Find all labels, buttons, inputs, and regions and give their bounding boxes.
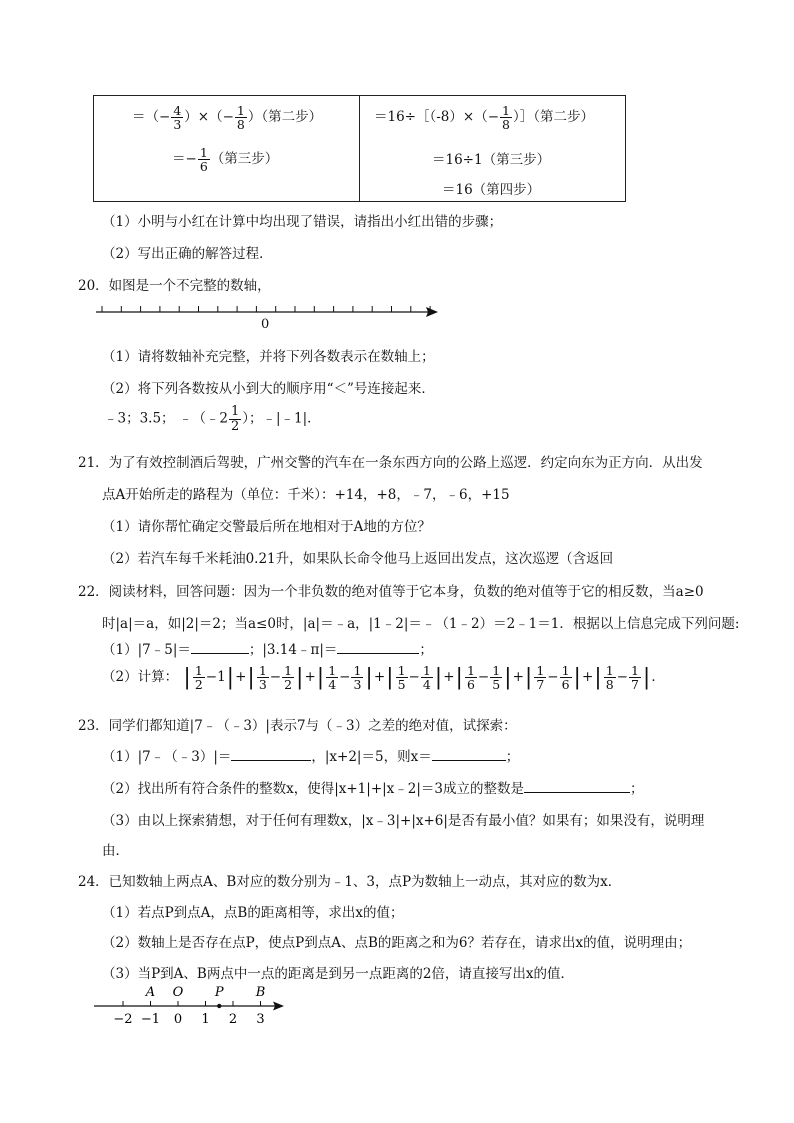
table-divider [359,96,360,201]
q24-sub-1: （1）若点P到点A，点B的距离相等，求出x的值； [102,905,404,921]
number-line-2-tick-label: 2 [228,1012,238,1027]
q23-line-1: 23．同学们都知道|7﹣（﹣3）|表示7与（﹣3）之差的绝对值，试探索： [78,718,517,734]
fraction: $\frac{1}{7}$ [630,663,639,693]
fraction: $\frac{1}{4}$ [328,663,337,693]
right-line-2: ＝16÷1（第三步） [432,152,551,168]
q24-sub-3: （3）当P到A、B两点中一点的距离是到另一点距离的2倍，请直接写出x的值． [102,966,575,982]
number-line-2-point-label: B [255,985,266,1000]
number-line-1-ticks [102,306,430,312]
left-line-2: ＝− $\frac{1}{6}$ （第三步） [172,145,279,175]
q23-sub-2: （2）找出所有符合条件的整数x，使得|x+1|+|x﹣2|＝3成立的整数是 ； [102,781,644,797]
q19-sub-2: （2）写出正确的解答过程． [102,246,273,262]
q20-sub-1: （1）请将数轴补充完整，并将下列各数表示在数轴上； [102,349,435,365]
q20-sub-2: （2）将下列各数按从小到大的顺序用“＜”号连接起来． [102,381,435,397]
number-line-2-tick-label: 0 [173,1012,183,1027]
fraction: $\frac{1}{7}$ [536,663,545,693]
fraction: $\frac{1}{6}$ [466,663,475,693]
answer-blank[interactable] [231,748,311,761]
fraction: $\frac{1}{5}$ [397,663,406,693]
left-line-1: ＝（− $\frac{4}{3}$ ）×（− $\frac{1}{8}$ ）（第二步） [132,103,323,133]
fraction: $\frac{1}{6}$ [561,663,570,693]
number-line-2-tick-label: −1 [140,1012,161,1027]
q21-line-1: 21．为了有效控制酒后驾驶，广州交警的汽车在一条东西方向的公路上巡逻．约定向东为正方向．从出发 [78,455,703,471]
q23-sub-3-line-2: 由． [102,843,129,859]
right-line-3: ＝16（第四步） [442,182,541,198]
q22-sub-2: （2）计算： | $\frac{1}{2}$ −1|+| $\frac{1}{3}$ − $\frac{1}{2}$ |+| $\frac{1}{4}$ − $\frac{1}{3}$ |+| $\frac{1}{5}$ − $\frac{1}{4}$ |+| $\frac{1}{6}$ − $\frac{1}{5}$ |+| $\frac{1}{7}$ − $\frac{1}{6}$ |+| $\frac{1}{8}$ − $\frac{1}{7}$ |． [102,663,665,693]
q21-sub-1: （1）请你帮忙确定交警最后所在地相对于A地的方位？ [102,519,431,535]
number-line-2-point-label: O [172,985,184,1000]
number-line-2 [90,982,290,1032]
number-line-2-tick-label: −2 [113,1012,133,1027]
q20-stem: 20．如图是一个不完整的数轴， [78,278,271,294]
fraction: $\frac{1}{8}$ [605,663,614,693]
fraction: $\frac{1}{2}$ [194,663,203,693]
fraction: $\frac{1}{2}$ [284,663,293,693]
answer-blank[interactable] [432,748,506,761]
q22-line-1: 22．阅读材料，回答问题：因为一个非负数的绝对值等于它本身，负数的绝对值等于它的相反数，当a≥0 [78,584,704,600]
q23-sub-3-line-1: （3）由以上探索猜想，对于任何有理数x，|x﹣3|+|x+6|是否有最小值？如果有；如果没有，说明理 [102,813,705,829]
q24-sub-2: （2）数轴上是否存在点P，使点P到点A、点B的距离之和为6？若存在，请求出x的值，说明理由； [102,935,692,951]
q24-line-1: 24．已知数轴上两点A、B对应的数分别为﹣1、3，点P为数轴上一动点，其对应的数为x． [78,874,622,890]
solution-table [93,95,626,202]
fraction: $\frac{1}{5}$ [492,663,501,693]
q22-expression: | $\frac{1}{2}$ −1|+| $\frac{1}{3}$ − $\frac{1}{2}$ |+| $\frac{1}{4}$ − $\frac{1}{3}$ |+| $\frac{1}{5}$ − $\frac{1}{4}$ |+| $\frac{1}{6}$ − $\frac{1}{5}$ |+| $\frac{1}{7}$ − $\frac{1}{6}$ |+| $\frac{1}{8}$ − $\frac{1}{7}$ |． [183,663,665,693]
number-line-2-tick-label: 1 [201,1012,210,1027]
point-p-dot [217,1004,221,1008]
q23-sub-1: （1）|7﹣（﹣3）|＝ ，|x+2|＝5，则x＝ ； [102,749,520,765]
q21-sub-2: （2）若汽车每千米耗油0.21升，如果队长命令他马上返回出发点，这次巡逻（含返回 [102,551,614,567]
q21-line-2: 点A开始所走的路程为（单位：千米）：+14，+8，﹣7，﹣6，+15 [102,487,510,503]
q20-numbers: ﹣3；3.5； ﹣（﹣2 $\frac{1}{2}$ ）；﹣|﹣1|． [104,404,321,434]
number-line-2-point-label: A [145,985,156,1000]
right-line-1: ＝16÷［（-8）×（− $\frac{1}{8}$ ）］（第二步） [374,103,594,133]
q22-line-2: 时|a|＝a，如|2|＝2；当a≤0时，|a|＝﹣a，|1﹣2|＝﹣（1﹣2）＝2﹣1＝1．根据以上信息完成下列问题: [102,616,740,632]
number-line-2-tick-label: 3 [256,1012,265,1027]
fraction: $\frac{1}{4}$ [422,663,431,693]
number-line-1-zero-label: 0 [261,317,270,332]
answer-blank[interactable] [524,780,630,793]
answer-blank[interactable] [337,641,419,654]
number-line-2-point-label: P [214,985,224,1000]
q19-sub-1: （1）小明与小红在计算中均出现了错误，请指出小红出错的步骤； [102,214,503,230]
fraction: $\frac{1}{3}$ [353,663,362,693]
fraction: $\frac{1}{3}$ [258,663,267,693]
answer-blank[interactable] [191,641,249,654]
q22-sub-1: （1）|7﹣5|＝ ；|3.14﹣π|＝ ； [102,642,433,658]
